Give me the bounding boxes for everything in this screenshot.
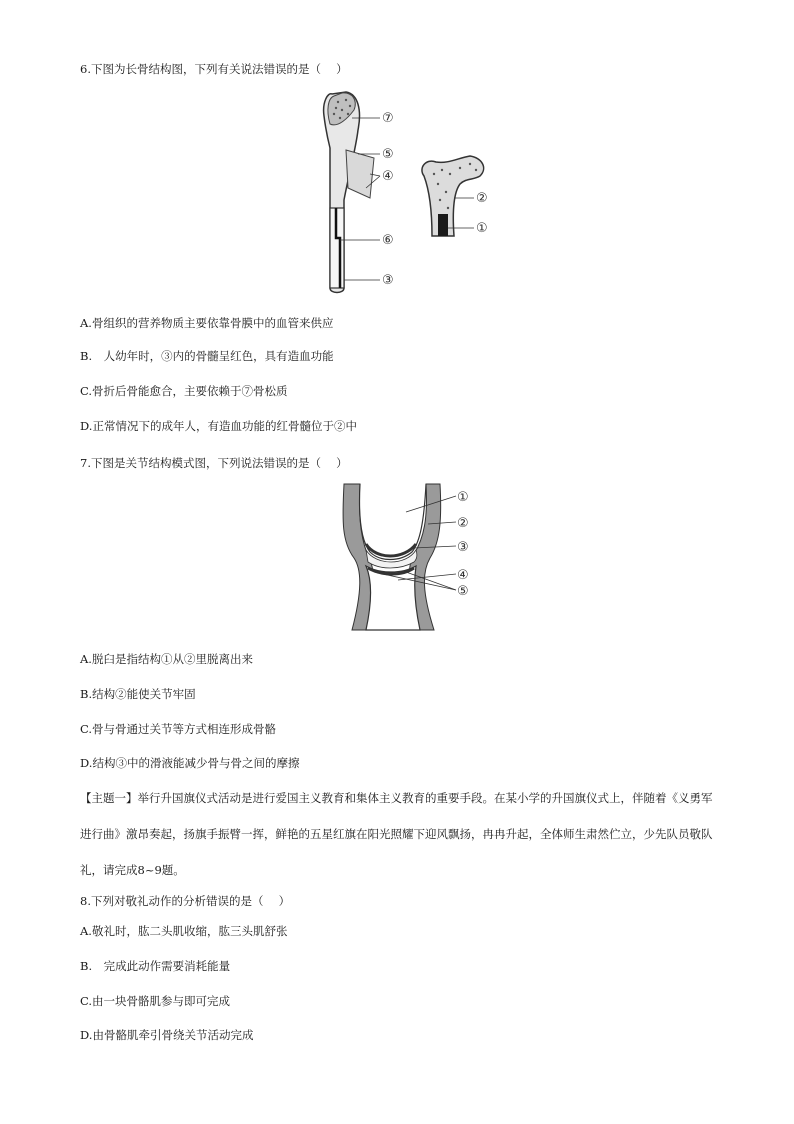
bone-label-3: ③ bbox=[382, 273, 394, 288]
q8-option-b: B. 完成此动作需要消耗能量 bbox=[80, 959, 231, 973]
joint-label-2: ② bbox=[457, 516, 469, 531]
bone-label-2: ② bbox=[476, 191, 488, 206]
joint-label-3: ③ bbox=[457, 540, 469, 555]
q6-stem: 6.下图为长骨结构图，下列有关说法错误的是（ ） bbox=[80, 62, 348, 76]
q8-stem: 8.下列对敬礼动作的分析错误的是（ ） bbox=[80, 894, 291, 908]
q6-option-c: C.骨折后骨能愈合，主要依赖于⑦骨松质 bbox=[80, 384, 288, 398]
q6-option-d: D.正常情况下的成年人，有造血功能的红骨髓位于②中 bbox=[80, 419, 357, 433]
joint-label-1: ① bbox=[457, 490, 469, 505]
joint-label-5: ⑤ bbox=[457, 584, 469, 599]
bone-label-7: ⑦ bbox=[382, 111, 394, 126]
q8-option-a: A.敬礼时，肱二头肌收缩，肱三头肌舒张 bbox=[80, 924, 288, 938]
q7-option-a: A.脱臼是指结构①从②里脱离出来 bbox=[80, 652, 253, 666]
q7-option-c: C.骨与骨通过关节等方式相连形成骨骼 bbox=[80, 722, 277, 736]
q7-stem: 7.下图是关节结构模式图，下列说法错误的是（ ） bbox=[80, 456, 348, 470]
q8-option-c: C.由一块骨骼肌参与即可完成 bbox=[80, 994, 231, 1008]
q7-option-d: D.结构③中的滑液能减少骨与骨之间的摩擦 bbox=[80, 756, 300, 770]
joint-figure bbox=[336, 482, 486, 632]
bone-label-4: ④ bbox=[382, 169, 394, 184]
q8-option-d: D.由骨骼肌牵引骨绕关节活动完成 bbox=[80, 1028, 254, 1042]
theme1-paragraph: 【主题一】举行升国旗仪式活动是进行爱国主义教育和集体主义教育的重要手段。在某小学的升国旗仪式上，伴随着《义勇军进行曲》激昂奏起，扬旗手振臂一挥，鲜艳的五星红旗在阳光照耀下迎风飘扬，冉冉升起，全体师生肃然伫立，少先队员敬队礼，请完成8~9题。 bbox=[80, 791, 713, 877]
long-bone-figure bbox=[318, 88, 518, 300]
bone-label-6: ⑥ bbox=[382, 233, 394, 248]
joint-label-4: ④ bbox=[457, 568, 469, 583]
q6-option-b: B. 人幼年时，③内的骨髓呈红色，具有造血功能 bbox=[80, 349, 334, 363]
bone-label-1: ① bbox=[476, 221, 488, 236]
q6-option-a: A.骨组织的营养物质主要依靠骨膜中的血管来供应 bbox=[80, 316, 334, 330]
q7-option-b: B.结构②能使关节牢固 bbox=[80, 687, 196, 701]
bone-label-5: ⑤ bbox=[382, 147, 394, 162]
